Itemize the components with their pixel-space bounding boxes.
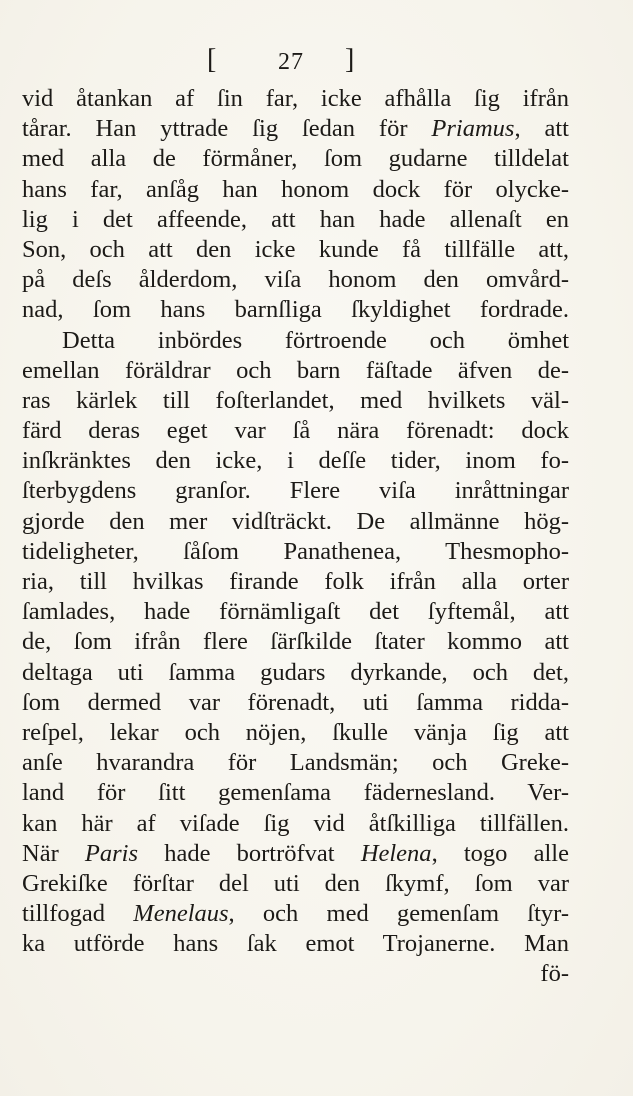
- text-line: [22, 809, 569, 839]
- text-run: , att: [514, 115, 569, 143]
- text-line: [22, 748, 569, 778]
- text-run: När: [22, 839, 85, 867]
- text-line: [22, 476, 569, 506]
- page-number: 27: [278, 49, 304, 75]
- text-line: [22, 356, 569, 386]
- text-line: [22, 929, 569, 959]
- text-line: [22, 205, 569, 235]
- text-line: [22, 718, 569, 748]
- text-line: [22, 688, 569, 718]
- text-run: lig i det affeende, att han hade allenaſt en: [22, 205, 569, 233]
- text-line: [22, 446, 569, 476]
- text-line: [22, 265, 569, 295]
- text-run: tillfogad: [22, 900, 134, 928]
- text-run: , och med gemenſam ſtyr-: [228, 900, 569, 928]
- text-line: [22, 235, 569, 265]
- text-line: [22, 507, 569, 537]
- text-run: tårar. Han yttrade ſig ſedan för: [22, 115, 432, 143]
- text-run: färd deras eget var ſå nära förenadt: dock: [22, 417, 569, 445]
- body-text: [22, 84, 569, 990]
- text-line: [22, 537, 569, 567]
- text-run: Detta inbördes förtroende och ömhet: [62, 326, 569, 354]
- text-run: emellan föräldrar och barn fäſtade äfven de-: [22, 356, 569, 384]
- italic-name: Helena: [360, 839, 432, 867]
- text-run: land för ſitt gemenſama fädernesland. Ver-: [22, 779, 569, 807]
- italic-name: Paris: [84, 839, 139, 867]
- text-run: kan här af viſade ſig vid åtſkilliga tillfällen.: [22, 809, 569, 837]
- text-run: gjorde den mer vidſträckt. De allmänne hög-: [22, 507, 569, 535]
- text-run: reſpel, lekar och nöjen, ſkulle vänja ſig att: [22, 718, 569, 746]
- page-header: [0, 40, 633, 80]
- text-run: inſkränktes den icke, i deſſe tider, inom fo-: [22, 447, 569, 475]
- text-line: [22, 295, 569, 325]
- text-run: ſterbygdens granſor. Flere viſa inråttningar: [22, 477, 569, 505]
- text-run: hans far, anſåg han honom dock för olycke-: [22, 175, 569, 203]
- text-run: på deſs ålderdom, viſa honom den omvård-: [22, 266, 569, 294]
- text-run: Grekiſke förſtar del uti den ſkymf, ſom var: [22, 869, 569, 897]
- text-line: [22, 869, 569, 899]
- text-run: vid åtankan af ſin far, icke afhålla ſig ifrån: [22, 85, 569, 112]
- text-run: hade bortröfvat: [138, 839, 361, 867]
- text-line: [22, 144, 569, 174]
- text-line: [22, 597, 569, 627]
- text-run: ka utförde hans ſak emot Trojanerne. Man: [22, 930, 569, 958]
- text-run: , togo alle: [431, 839, 569, 867]
- text-run: nad, ſom hans barnſliga ſkyldighet fordrade.: [22, 296, 569, 324]
- text-run: Son, och att den icke kunde få tillfälle att,: [22, 235, 569, 263]
- text-line: [22, 326, 569, 356]
- text-line: [22, 386, 569, 416]
- text-run: de, ſom ifrån flere ſärſkilde ſtater kommo att: [22, 628, 569, 656]
- right-bracket: ]: [345, 44, 355, 75]
- text-run: ſamlades, hade förnämligaſt det ſyftemål, att: [22, 598, 569, 626]
- text-line: [22, 778, 569, 808]
- text-run: med alla de förmåner, ſom gudarne tilldelat: [22, 145, 569, 173]
- text-run: tideligheter, ſåſom Panathenea, Thesmopho-: [22, 537, 569, 565]
- text-run: ſom dermed var förenadt, uti ſamma ridda-: [22, 688, 569, 716]
- text-line: [22, 416, 569, 446]
- text-line: [22, 839, 569, 869]
- text-line: [22, 84, 569, 114]
- catchword: fö-: [540, 960, 569, 988]
- text-line: [22, 627, 569, 657]
- text-line: [22, 114, 569, 144]
- text-line: [22, 567, 569, 597]
- text-line: [22, 658, 569, 688]
- text-line: [22, 899, 569, 929]
- italic-name: Priamus: [431, 115, 515, 143]
- text-run: deltaga uti ſamma gudars dyrkande, och det,: [22, 658, 569, 686]
- left-bracket: [: [207, 44, 217, 75]
- text-run: ras kärlek till foſterlandet, med hvilkets väl-: [22, 386, 569, 414]
- italic-name: Menelaus: [133, 900, 229, 928]
- text-line: [22, 175, 569, 205]
- text-run: ria, till hvilkas firande folk ifrån alla orter: [22, 568, 569, 595]
- text-run: anſe hvarandra för Landsmän; och Greke-: [22, 749, 569, 777]
